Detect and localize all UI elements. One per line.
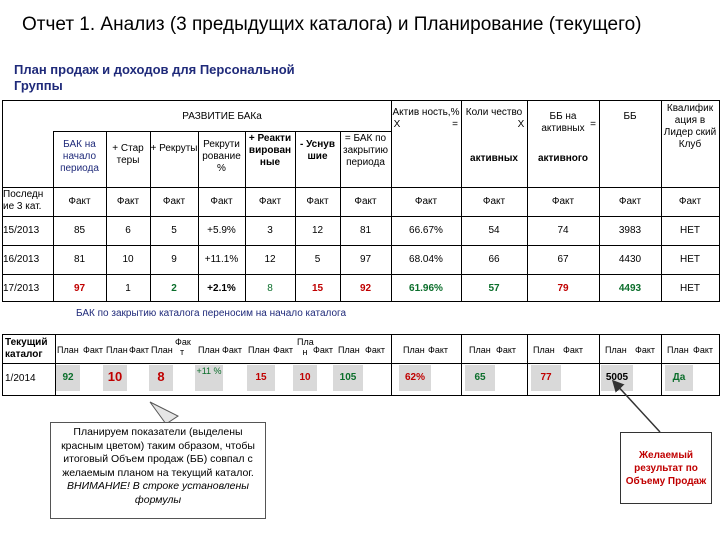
header-recruiting-pct: Рекрути рование % [202,139,241,174]
cell-qual: НЕТ [680,225,700,236]
row-period: 17/2013 [3,283,40,294]
cell-starters: 1 [125,283,131,294]
cell-asleep: 5 [314,254,321,265]
cell-qual: НЕТ [680,254,700,265]
cell-count: 54 [488,225,500,236]
cell-rec-pct: +11.1% [204,254,239,265]
header-bb: ББ [623,111,637,122]
planning-callout [50,422,266,519]
plan-label: План [605,345,627,355]
cell-bak: 85 [73,225,86,236]
cell-react: 12 [264,254,276,265]
plan-activity[interactable]: 62% [404,372,425,383]
page-title: Отчет 1. Анализ (3 предыдущих каталога) и Планирование (текущего) [22,14,642,35]
row-period: 16/2013 [3,254,40,265]
header-reactivated: + Реакти вирован ные [248,133,292,168]
fact-label: Факт [273,345,294,355]
cell-qual: НЕТ [680,283,700,294]
cell-bb: 4430 [618,254,642,265]
plan-rec-pct[interactable]: +11 % [196,366,222,376]
plan-bak[interactable]: 92 [62,372,74,383]
header-count: Коли чество [465,107,523,118]
desired-result-text: Желаемый результат по Объему Продаж [625,449,707,487]
cell-activity: 68.04% [409,254,443,265]
left-callout-pointer-icon [150,402,178,424]
header-bb-active: ББ на активных [541,111,585,134]
fact-label: Факт [365,345,386,355]
cell-bb-avg: 79 [557,283,569,294]
header-bb-active-suffix: активного [537,153,589,164]
row-period: 15/2013 [3,225,40,236]
right-callout-arrow-icon [614,382,660,432]
header-x2: Х [517,119,525,130]
cell-bb-avg: 74 [557,225,569,236]
cell-starters: 10 [122,254,134,265]
header-recruits: + Рекруты [150,143,198,154]
fact-label: Факт [678,196,702,207]
cell-rec-pct: +5.9% [207,225,236,236]
fact-label: Факт [482,196,506,207]
header-activity: Актив ность,% [392,107,460,118]
current-catalog-header: Текущий каталог [5,337,48,360]
cell-bb: 3983 [618,225,642,236]
plan-label: План [151,345,173,355]
cell-activity: 61.96% [409,283,443,294]
cell-count: 57 [488,283,500,294]
plan-label: План [57,345,79,355]
plan-bb-avg[interactable]: 77 [540,372,552,383]
fact-label: Факт [258,196,282,207]
plan-recruits[interactable]: 8 [157,369,165,384]
current-period: 1/2014 [5,373,36,384]
fact-label: Факт [635,345,656,355]
planning-callout-warning: ВНИМАНИЕ! В строке установлены формулы [67,480,249,506]
planning-callout-text: Планируем показатели (выделены красным цветом) таким образом, чтобы итоговый Объем продаж (ББ) совпал с желаемым планом на текущий каталог. [61,426,255,479]
header-x1: Х [393,119,401,130]
plan-label: План [248,345,270,355]
header-bak-end: = БАК по закрытию периода [343,133,388,168]
cell-activity: 66.67% [409,225,443,236]
cell-recruits: 9 [171,254,177,265]
carry-over-note: БАК по закрытию каталога переносим на начало каталога [76,308,346,319]
cell-bb-avg: 67 [557,254,569,265]
fact-label: Факт [162,196,186,207]
cell-react: 3 [267,225,273,236]
header-eq1: = [452,119,458,130]
cell-react: 8 [267,283,273,294]
cell-bak-end: 92 [359,283,372,294]
plan-label: План [106,345,128,355]
group-header: РАЗВИТИЕ БАКа [182,111,262,122]
header-count-suffix: активных [470,153,518,164]
plan-label: План [338,345,360,355]
plan-qual[interactable]: Да [672,372,686,383]
cell-bak: 97 [73,283,86,294]
plan-label: План [469,345,491,355]
row-header-last3: Последн ие 3 кат. [3,189,44,212]
plan-short-label: Пла н [297,337,314,357]
fact-label: Факт [551,196,575,207]
desired-result-callout [620,432,712,504]
fact-label: Факт [428,345,449,355]
cell-bb: 4493 [618,283,642,294]
fact-label: Факт [68,196,91,207]
fact-label: Факт [116,196,140,207]
header-asleep: - Уснув шие [299,139,335,162]
plan-bak-end[interactable]: 105 [339,372,357,383]
fact-label: Факт [222,345,243,355]
plan-label: План [667,345,689,355]
plan-starters[interactable]: 10 [107,369,123,384]
cell-asleep: 12 [311,225,324,236]
fact-label: Факт [618,196,642,207]
plan-react[interactable]: 15 [255,372,267,383]
fact-label: Факт [414,196,438,207]
fact-label: Факт [563,345,584,355]
plan-bb[interactable]: 5005 [605,372,629,383]
header-starters: + Стар теры [112,143,144,166]
plan-label: План [533,345,555,355]
header-eq2: = [590,119,596,130]
cell-count: 66 [488,254,500,265]
cell-bak-end: 81 [359,225,372,236]
cell-asleep: 15 [311,283,324,294]
plan-label: План [198,345,220,355]
fact-label: Факт [496,345,517,355]
cell-rec-pct: +2.1% [207,283,236,294]
fact-label: Факт [354,196,377,207]
plan-count[interactable]: 65 [474,372,486,383]
header-qualification: Квалифик ация в Лидер ский Клуб [663,103,717,150]
header-bak-start: БАК на начало периода [60,139,99,174]
fact-short-label: Фак т [175,337,191,357]
cell-recruits: 5 [171,225,177,236]
cell-starters: 6 [125,225,131,236]
plan-label: План [403,345,425,355]
fact-label: Факт [693,345,714,355]
page-subtitle: План продаж и доходов для Персональной Группы [14,62,295,93]
plan-asleep[interactable]: 10 [299,372,311,383]
cell-bak-end: 97 [359,254,372,265]
fact-label: Факт [210,196,233,207]
fact-label: Факт [129,345,150,355]
fact-label: Факт [313,345,334,355]
cell-bak: 81 [73,254,86,265]
fact-label: Факт [306,196,329,207]
cell-recruits: 2 [171,283,177,294]
fact-label: Факт [83,345,104,355]
